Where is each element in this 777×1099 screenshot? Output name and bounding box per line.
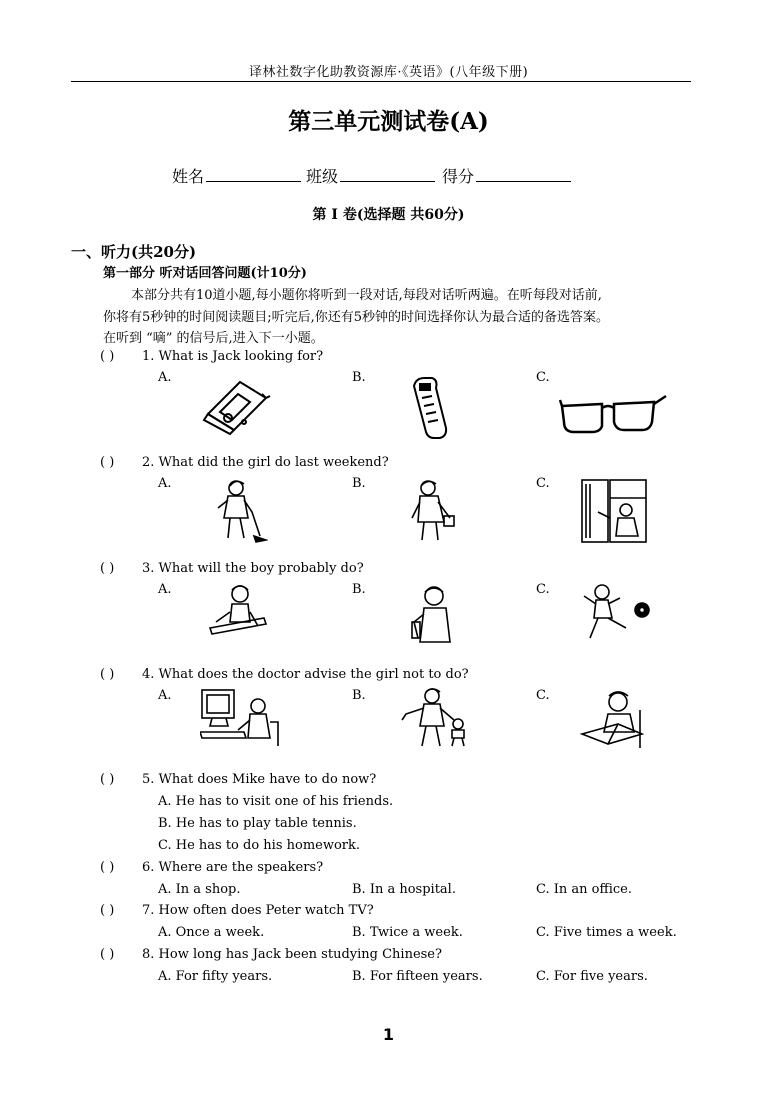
question-6-option-b: B. In a hospital. [352,882,456,897]
test-title: 第三单元测试卷(A) [288,108,489,135]
score-field [442,164,571,187]
answer-paren-3: ( ) [100,561,115,576]
name-label: 姓名 [172,167,205,186]
instruction-line-1: 本部分共有10道小题,每小题你将听到一段对话,每段对话听两遍。在听每段对话前, [131,288,602,303]
name-field [172,164,301,187]
question-number: 2. [142,455,155,470]
girl-walking-dog-icon [398,686,470,748]
question-8-option-c: C. For five years. [536,969,648,984]
question-text: What is Jack looking for? [158,349,324,364]
girl-cleaning-icon [408,478,458,544]
question-text: What did the girl do last weekend? [158,455,389,470]
option-letter-c: C. [536,582,550,597]
question-8-option-b: B. For fifteen years. [352,969,483,984]
option-letter-b: B. [352,582,366,597]
girl-computer-icon [200,688,282,748]
part-heading: 第一部分 听对话回答问题(计10分) [103,266,307,281]
question-4 [142,667,469,682]
question-7-option-a: A. Once a week. [158,925,265,940]
option-letter-c: C. [536,688,550,703]
name-blank [206,167,301,182]
question-5-option-a: A. He has to visit one of his friends. [158,794,394,809]
answer-paren-8: ( ) [100,947,115,962]
answer-paren-6: ( ) [100,860,115,875]
question-number: 3. [142,561,155,576]
question-8-option-a: A. For fifty years. [158,969,273,984]
class-label: 班级 [306,167,339,186]
option-letter-a: A. [158,370,172,385]
boy-football-icon [580,582,652,642]
question-number: 4. [142,667,155,682]
question-number: 5. [142,772,155,787]
option-letter-a: A. [158,688,172,703]
paper-part-heading: 第 I 卷(选择题 共60分) [312,207,465,223]
girl-reading-icon [578,686,650,748]
class-field [306,164,435,187]
header-rule [71,81,691,82]
class-blank [340,167,435,182]
question-text: What does the doctor advise the girl not to do? [158,667,469,682]
option-letter-b: B. [352,688,366,703]
question-number: 8. [142,947,155,962]
score-label: 得分 [442,167,475,186]
answer-paren-4: ( ) [100,667,115,682]
question-2 [142,455,389,470]
girl-by-window-icon [580,478,650,544]
instruction-line-2: 你将有5秒钟的时间阅读题目;听完后,你还有5秒钟的时间选择你认为最合适的备选答案。 [103,310,610,325]
answer-paren-1: ( ) [100,349,115,364]
question-7 [142,903,374,918]
question-5-option-c: C. He has to do his homework. [158,838,361,853]
instruction-line-3: 在听到 “嘀” 的信号后,进入下一小题。 [103,331,324,346]
question-8 [142,947,442,962]
boy-drawing-icon [208,582,268,640]
question-7-option-b: B. Twice a week. [352,925,463,940]
question-1 [142,349,323,364]
question-3 [142,561,364,576]
question-5-option-b: B. He has to play table tennis. [158,816,357,831]
question-6 [142,860,323,875]
answer-paren-5: ( ) [100,772,115,787]
boy-drinking-icon [408,582,456,644]
mp3-player-icon [200,376,272,436]
question-5 [142,772,376,787]
question-6-option-a: A. In a shop. [158,882,241,897]
answer-paren-7: ( ) [100,903,115,918]
option-letter-a: A. [158,476,172,491]
question-text: How long has Jack been studying Chinese? [158,947,442,962]
question-7-option-c: C. Five times a week. [536,925,677,940]
answer-paren-2: ( ) [100,455,115,470]
girl-sweeping-icon [210,478,268,544]
running-header: 译林社数字化助教资源库·《英语》(八年级下册) [248,65,529,80]
question-text: What does Mike have to do now? [158,772,377,787]
option-letter-b: B. [352,370,366,385]
option-letter-b: B. [352,476,366,491]
question-number: 6. [142,860,155,875]
question-text: How often does Peter watch TV? [158,903,374,918]
question-number: 1. [142,349,155,364]
option-letter-c: C. [536,476,550,491]
option-letter-c: C. [536,370,550,385]
score-blank [476,167,571,182]
question-text: Where are the speakers? [158,860,324,875]
option-letter-a: A. [158,582,172,597]
glasses-icon [558,392,670,442]
question-6-option-c: C. In an office. [536,882,632,897]
question-number: 7. [142,903,155,918]
remote-control-icon [410,376,450,440]
question-text: What will the boy probably do? [158,561,364,576]
page-number: 1 [382,1025,395,1044]
section-heading: 一、听力(共20分) [71,243,197,261]
